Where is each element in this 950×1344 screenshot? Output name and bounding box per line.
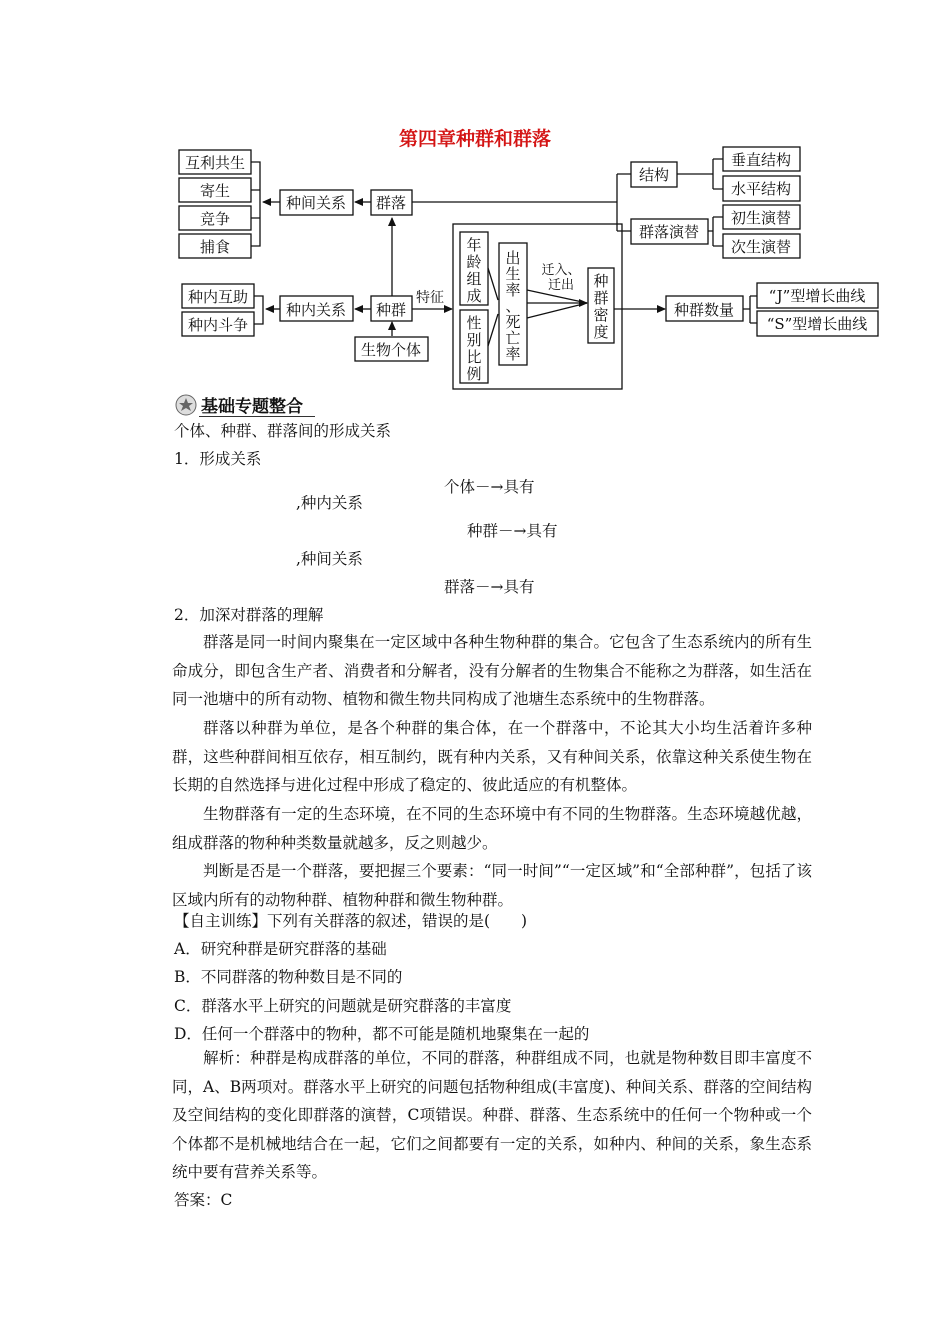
paragraph-4: 判断是否是一个群落，要把握三个要素：“同一时间”“一定区域”和“全部种群”，包括了该区域内所有的动物种群、植物种群和微生物种群。 [172, 862, 812, 909]
option-b: B．不同群落的物种数目是不同的 [174, 968, 403, 986]
concept-diagram [0, 0, 950, 400]
paragraph-2: 群落以种群为单位，是各个种群的集合体，在一个群落中，不论其大小均生活着许多种群，这些种群间相互依存，相互制约，既有种内关系，又有种间关系，依靠这种关系使生物在长期的自然选择与进化过程中形成了稳定的、彼此适应的有机整体。 [172, 719, 812, 794]
paragraph-3: 生物群落有一定的生态环境，在不同的生态环境中有不同的生物群落。生态环境越优越，组成群落的物种种类数量就越多，反之则越少。 [172, 805, 812, 852]
box-succession: 群落演替 [638, 223, 700, 241]
box-primary-succession: 初生演替 [730, 209, 792, 227]
box-organism: 生物个体 [360, 341, 422, 359]
box-population: 种群 [375, 301, 407, 319]
label-migration: 迁入、迁出 [541, 263, 581, 293]
box-intraspecific: 种内关系 [285, 301, 347, 319]
box-parasitism: 寄生 [199, 182, 231, 200]
box-density: 种群密度 [593, 272, 609, 341]
rel-population: 种群－→具有 [467, 522, 558, 540]
rel-inter: ,种间关系 [296, 550, 363, 568]
box-mutualism: 互利共生 [184, 154, 246, 172]
box-quantity: 种群数量 [673, 301, 735, 319]
box-vertical-structure: 垂直结构 [730, 151, 792, 169]
section-title: 基础专题整合 [201, 397, 303, 417]
label-feature: 特征 [416, 290, 444, 306]
box-structure: 结构 [638, 166, 670, 184]
box-j-curve: “J”型增长曲线 [768, 287, 866, 305]
box-intra-struggle: 种内斗争 [187, 316, 249, 334]
box-age-structure: 年龄组成 [466, 236, 482, 305]
box-secondary-succession: 次生演替 [730, 238, 792, 256]
box-s-curve: “S”型增长曲线 [766, 315, 868, 333]
analysis: 解析：种群是构成群落的单位，不同的群落，种群组成不同，也就是物种数目即丰富度不同，A、B两项对。群落水平上研究的问题包括物种组成(丰富度)、种间关系、群落的空间结构及空间结构的变化即群落的演替，C项错误。种群、群落、生态系统中的任何一个物种或一个个体都不是机械地结合在一起，它们之间都要有一定的关系，如种内、种间的关系，象生态系统中要有营养关系等。 [172, 1049, 812, 1181]
item-2: 2．加深对群落的理解 [174, 606, 324, 624]
option-c: C．群落水平上研究的问题就是研究群落的丰富度 [174, 997, 512, 1015]
box-predation: 捕食 [199, 238, 231, 256]
option-a: A．研究种群是研究群落的基础 [174, 940, 387, 958]
box-sex-ratio: 性别比例 [466, 314, 482, 383]
rel-intra: ,种内关系 [296, 494, 363, 512]
box-horizontal-structure: 水平结构 [730, 180, 792, 198]
paragraph-1: 群落是同一时间内聚集在一定区域中各种生物种群的集合。它包含了生态系统内的所有生命成分，即包含生产者、消费者和分解者，没有分解者的生物集合不能称之为群落，如生活在同一池塘中的所有动物、植物和微生物共同构成了池塘生态系统中的生物群落。 [172, 633, 812, 708]
answer: 答案：C [174, 1191, 233, 1209]
rel-community: 群落－→具有 [444, 578, 535, 596]
box-birth-death-rate: 出生率、死亡率 [505, 249, 521, 363]
subtitle: 个体、种群、群落间的形成关系 [174, 422, 392, 440]
leaf-icon [175, 394, 197, 416]
box-community: 群落 [375, 194, 407, 212]
option-d: D．任何一个群落中的物种，都不可能是随机地聚集在一起的 [174, 1025, 590, 1043]
rel-individual: 个体－→具有 [444, 478, 535, 496]
box-intra-cooperation: 种内互助 [187, 288, 249, 306]
question: 【自主训练】下列有关群落的叙述，错误的是( ) [174, 912, 528, 930]
page-title: 第四章种群和群落 [398, 128, 551, 150]
item-1: 1．形成关系 [174, 450, 262, 468]
box-interspecific: 种间关系 [285, 194, 347, 212]
heading-underline [199, 416, 315, 417]
box-competition: 竞争 [199, 210, 231, 228]
